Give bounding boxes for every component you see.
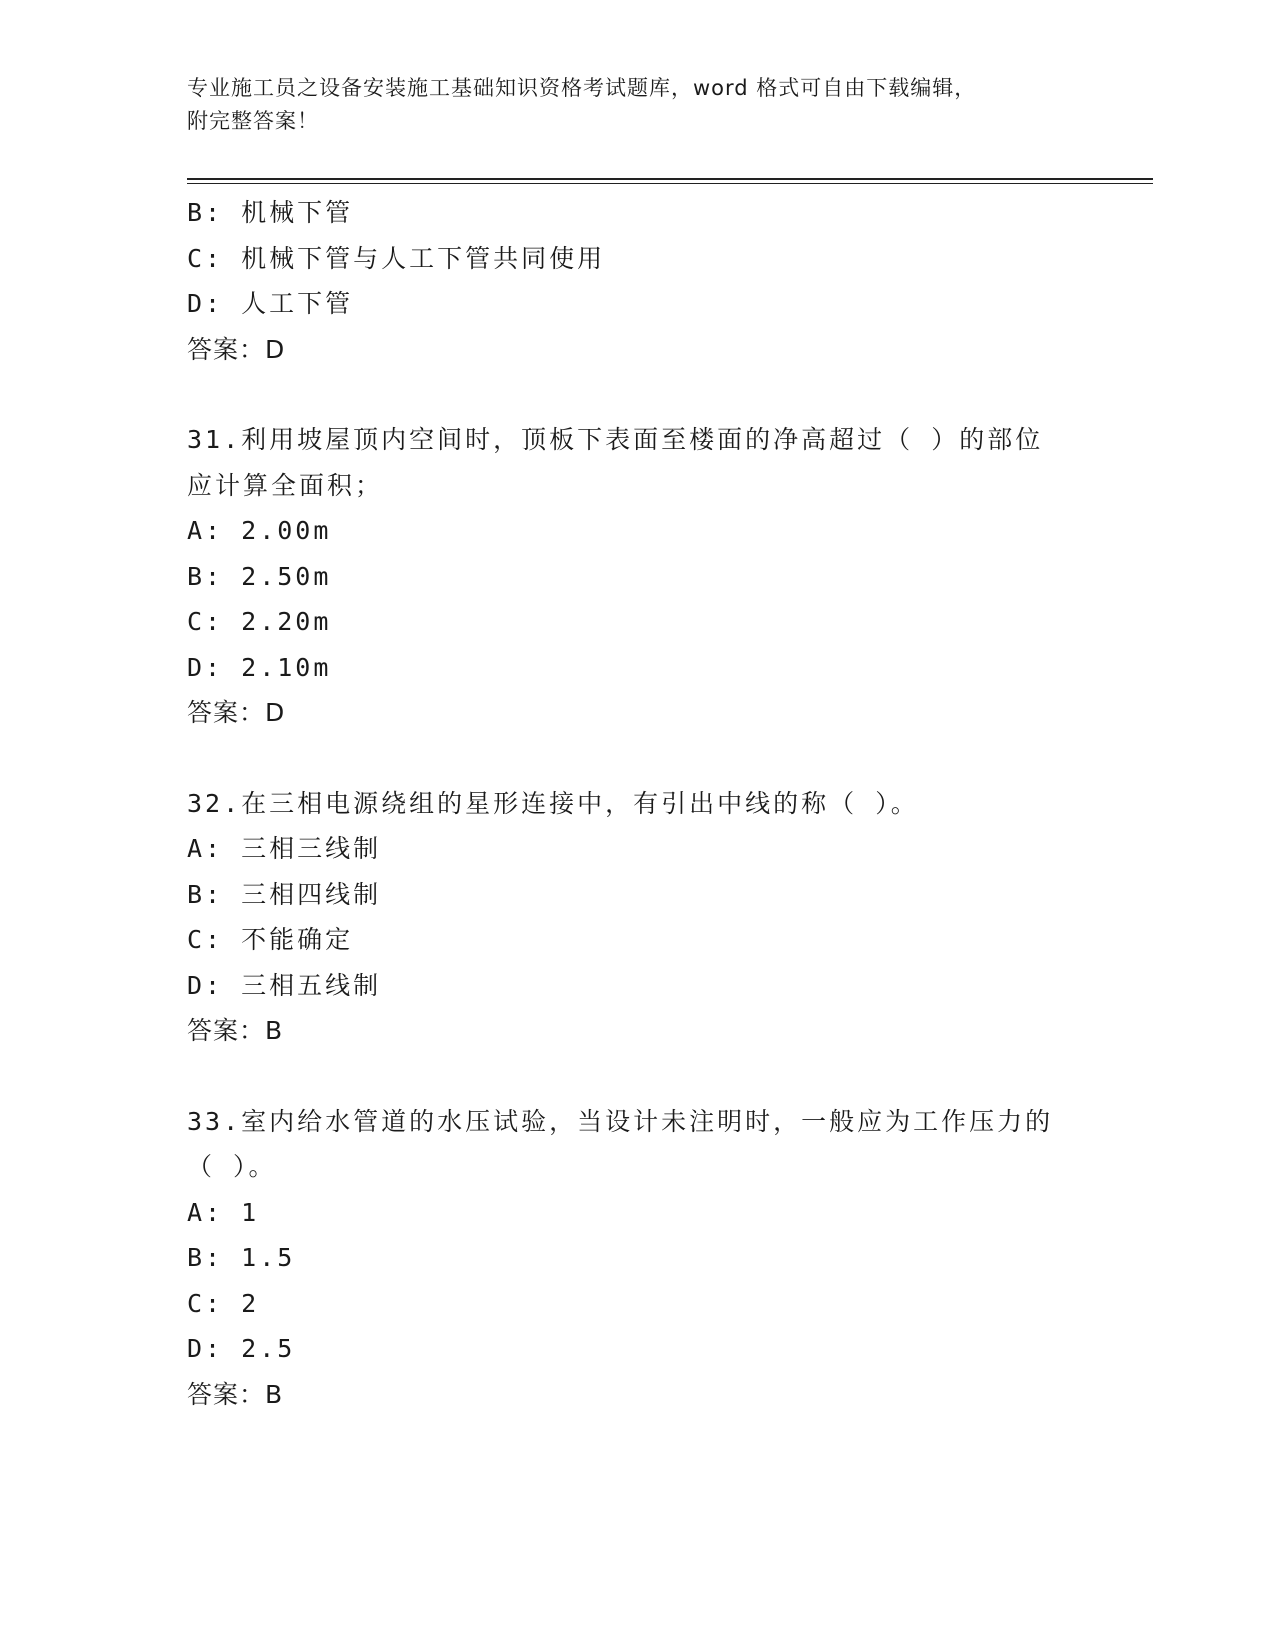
option-b: B: 2.50m [187, 561, 332, 591]
question-stem-line: 33.室内给水管道的水压试验，当设计未注明时，一般应为工作压力的 [187, 1106, 1054, 1136]
option-d: D: 2.5 [187, 1334, 296, 1363]
option-a: A: 2.00m [187, 516, 332, 545]
answer-line: 答案：D [187, 334, 286, 364]
question-stem-line: （ ）。 [187, 1152, 277, 1181]
question-stem-line: 31.利用坡屋顶内空间时，顶板下表面至楼面的净高超过（ ）的部位 [187, 425, 1044, 454]
question-block-31 [187, 417, 1087, 736]
question-stem-line: 应计算全面积； [187, 470, 384, 500]
question-block-30 [187, 190, 1087, 372]
option-b: B: 机械下管 [187, 198, 354, 227]
header-line-2: 附完整答案！ [187, 109, 319, 133]
question-stem-line: 32.在三相电源绕组的星形连接中，有引出中线的称（ ）。 [187, 788, 919, 818]
option-a: A: 三相三线制 [187, 834, 382, 863]
question-gap [187, 372, 1087, 417]
question-block-33 [187, 1099, 1087, 1418]
option-d: D: 人工下管 [187, 289, 354, 318]
option-a: A: 1 [187, 1197, 260, 1227]
option-c: C: 机械下管与人工下管共同使用 [187, 243, 606, 273]
header-divider-thin [187, 183, 1153, 184]
option-c: C: 2.20m [187, 607, 332, 636]
option-b: B: 三相四线制 [187, 879, 382, 909]
answer-line: 答案：B [187, 1379, 284, 1409]
answer-line: 答案：B [187, 1016, 284, 1045]
question-block-32 [187, 781, 1087, 1054]
header-divider-thick [187, 178, 1153, 180]
option-c: C: 2 [187, 1288, 260, 1318]
option-c: C: 不能确定 [187, 925, 354, 954]
option-d: D: 三相五线制 [187, 970, 382, 1000]
answer-line: 答案：D [187, 698, 286, 727]
option-d: D: 2.10m [187, 652, 332, 682]
question-gap [187, 736, 1087, 781]
question-content [187, 190, 1087, 1417]
header-line-1: 专业施工员之设备安装施工基础知识资格考试题库，word 格式可自由下载编辑， [187, 76, 977, 100]
document-header [187, 72, 1087, 138]
option-b: B: 1.5 [187, 1243, 296, 1272]
question-gap [187, 1054, 1087, 1099]
